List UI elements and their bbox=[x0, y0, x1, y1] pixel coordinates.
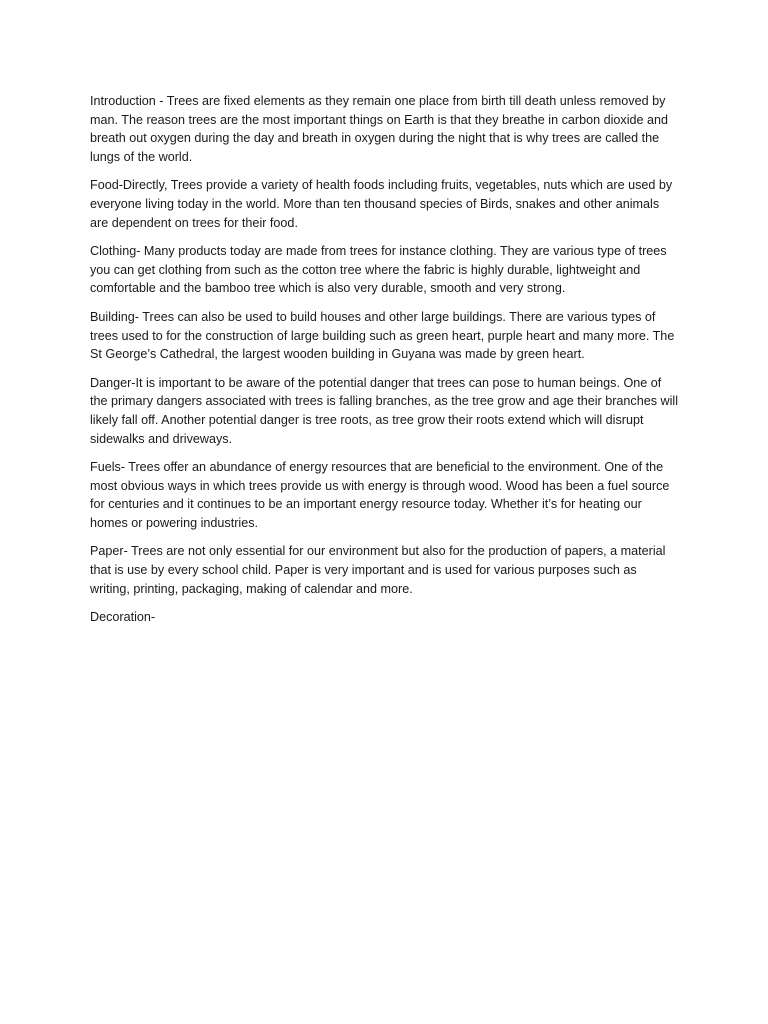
paragraph-fuels: Fuels- Trees offer an abundance of energy resources that are beneficial to the environment. One of the most obvious ways in which trees provide us with energy is through wood. Wood has been a fuel source for centuries and it continues to be an important energy resource today. Whether it’s for heating our homes or powering industries. bbox=[90, 460, 670, 530]
paragraph-decoration: Decoration- bbox=[90, 610, 156, 625]
paragraph-food: Food-Directly, Trees provide a variety of health foods including fruits, vegetables, nuts which are used by everyone living today in the world. More than ten thousand species of Birds, snakes and other animals are dependent on trees for their food. bbox=[90, 178, 673, 230]
paragraph-paper: Paper- Trees are not only essential for our environment but also for the production of papers, a material that is use by every school child. Paper is very important and is used for various purposes such as writing, printing, packaging, making of calendar and more. bbox=[90, 544, 666, 596]
paragraph-building: Building- Trees can also be used to build houses and other large buildings. There are various types of trees used to for the construction of large building such as green heart, purple heart and many more. The St George’s Cathedral, the largest wooden building in Guyana was made by green heart. bbox=[90, 309, 675, 362]
document-page bbox=[90, 92, 678, 637]
paragraph-clothing: Clothing- Many products today are made from trees for instance clothing. They are various type of trees you can get clothing from such as the cotton tree where the fabric is highly durable, lightweight and comfortable and the bamboo tree which is also very durable, smooth and very strong. bbox=[90, 244, 667, 296]
paragraph-introduction: Introduction - Trees are fixed elements as they remain one place from birth till death unless removed by man. The reason trees are the most important things on Earth is that they breathe in carbon dioxide and breath out oxygen during the day and breath in oxygen during the night that is why trees are called the lungs of the world. bbox=[90, 94, 669, 164]
paragraph-danger: Danger-It is important to be aware of the potential danger that trees can pose to human beings. One of the primary dangers associated with trees is falling branches, as the tree grow and age their branches will likely fall off. Another potential danger is tree roots, as tree grow their roots extend which will disrupt sidewalks and driveways. bbox=[90, 375, 679, 446]
